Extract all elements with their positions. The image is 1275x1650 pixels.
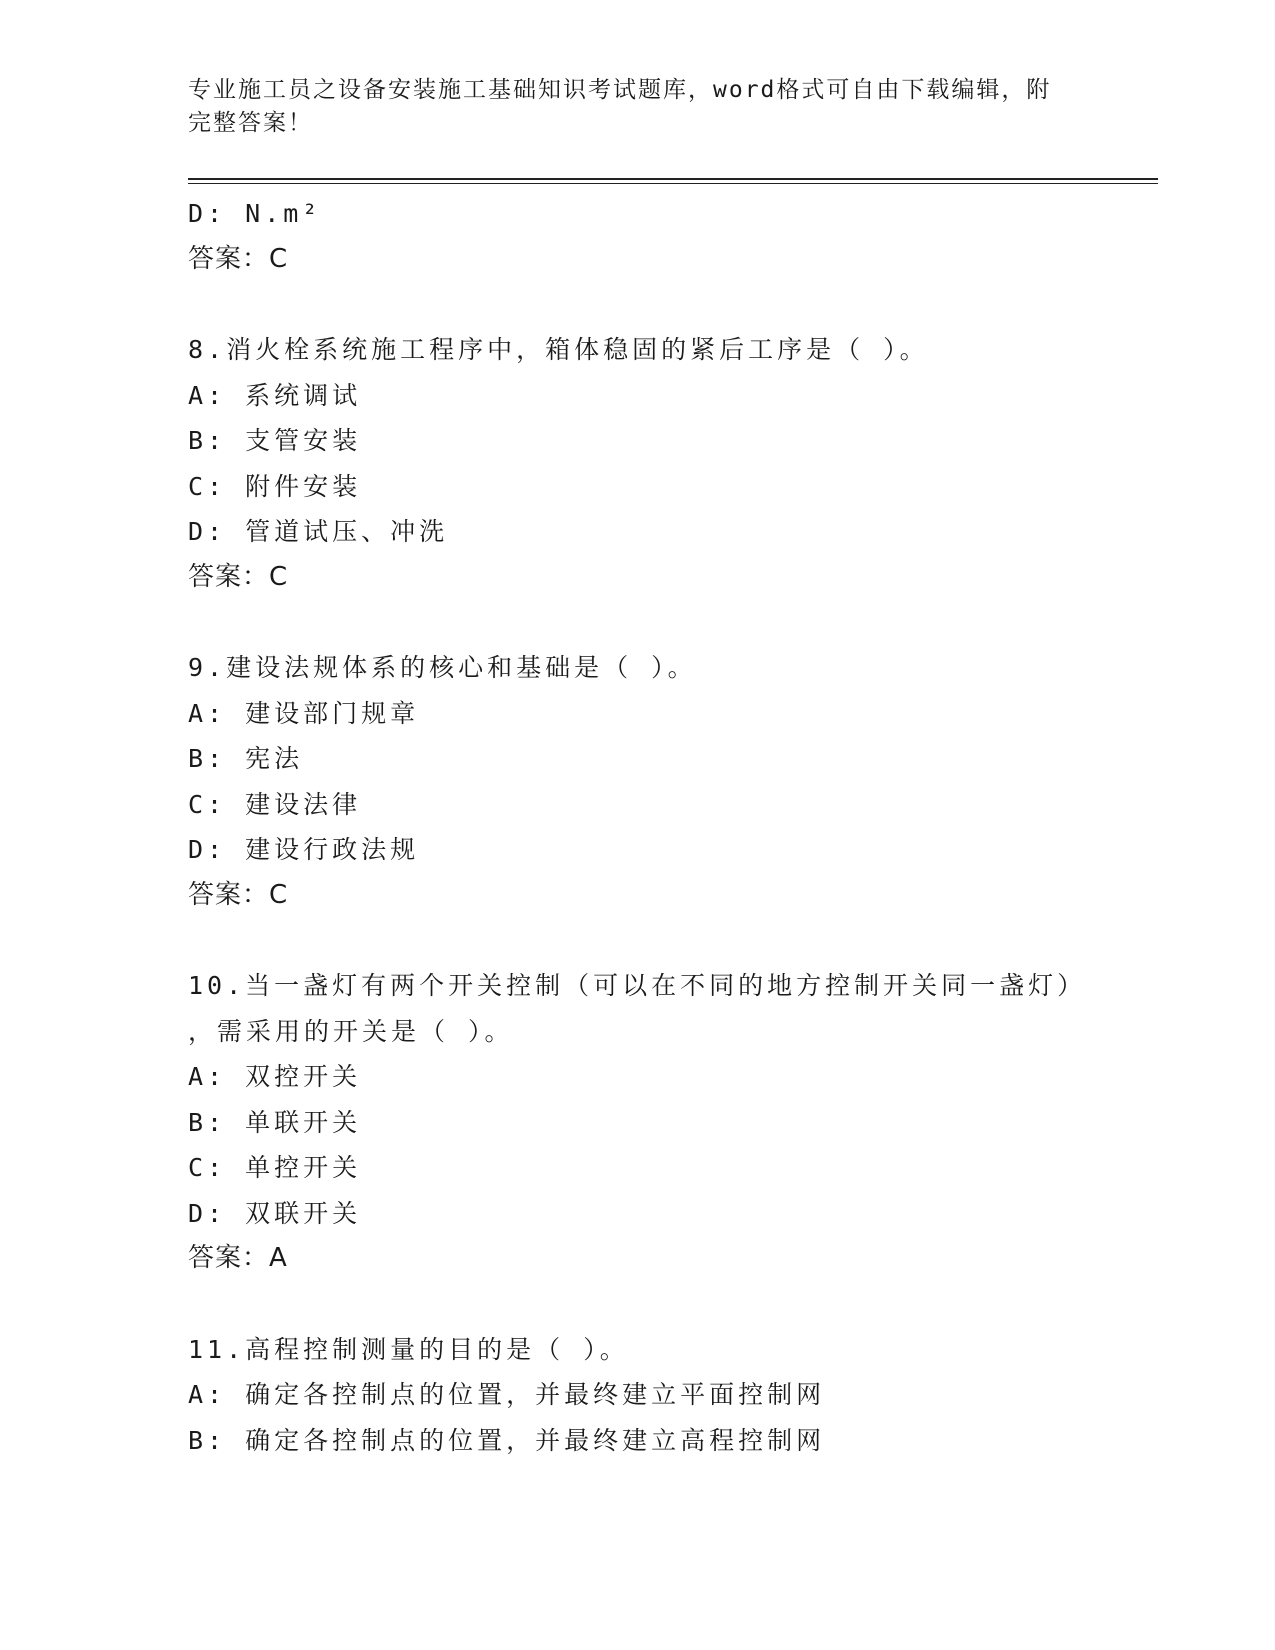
question-11 [188, 1327, 1148, 1464]
question-8 [188, 327, 1148, 600]
answer: 答案：A [188, 1243, 288, 1273]
option-a: A: 确定各控制点的位置，并最终建立平面控制网 [188, 1380, 826, 1409]
question-10 [188, 963, 1148, 1282]
header-rule-thick [188, 178, 1158, 180]
question-stem-line-1: 10.当一盏灯有两个开关控制（可以在不同的地方控制开关同一盏灯） [188, 971, 1087, 1000]
document-header [188, 74, 1068, 140]
question-stem: 8.消火栓系统施工程序中，箱体稳固的紧后工序是（ ）。 [188, 335, 929, 364]
answer: 答案：C [188, 879, 289, 910]
option-b: B: 支管安装 [188, 426, 362, 455]
option-d: D: 双联开关 [188, 1198, 362, 1228]
option-d: D: N.m² [188, 199, 322, 228]
question-stem-line-2: ，需采用的开关是（ ）。 [188, 1016, 514, 1046]
option-b: B: 单联开关 [188, 1107, 362, 1137]
option-a: A: 系统调试 [188, 380, 362, 410]
question-stem: 9.建设法规体系的核心和基础是（ ）。 [188, 653, 697, 682]
header-rule-thin [188, 183, 1158, 184]
option-c: C: 建设法律 [188, 789, 362, 819]
answer: 答案：C [188, 561, 289, 592]
option-d: D: 管道试压、冲洗 [188, 517, 449, 546]
option-b: B: 宪法 [188, 744, 304, 773]
option-c: C: 单控开关 [188, 1153, 362, 1182]
option-a: A: 建设部门规章 [188, 698, 420, 728]
answer: 答案：C [188, 243, 289, 274]
question-list [188, 191, 1148, 1463]
header-text: 专业施工员之设备安装施工基础知识考试题库，word格式可自由下载编辑，附完整答案！ [188, 77, 1052, 136]
option-b: B: 确定各控制点的位置，并最终建立高程控制网 [188, 1425, 826, 1455]
option-c: C: 附件安装 [188, 471, 362, 501]
question-9 [188, 645, 1148, 918]
option-a: A: 双控开关 [188, 1062, 362, 1091]
option-d: D: 建设行政法规 [188, 835, 420, 864]
question-stem: 11.高程控制测量的目的是（ ）。 [188, 1334, 629, 1364]
